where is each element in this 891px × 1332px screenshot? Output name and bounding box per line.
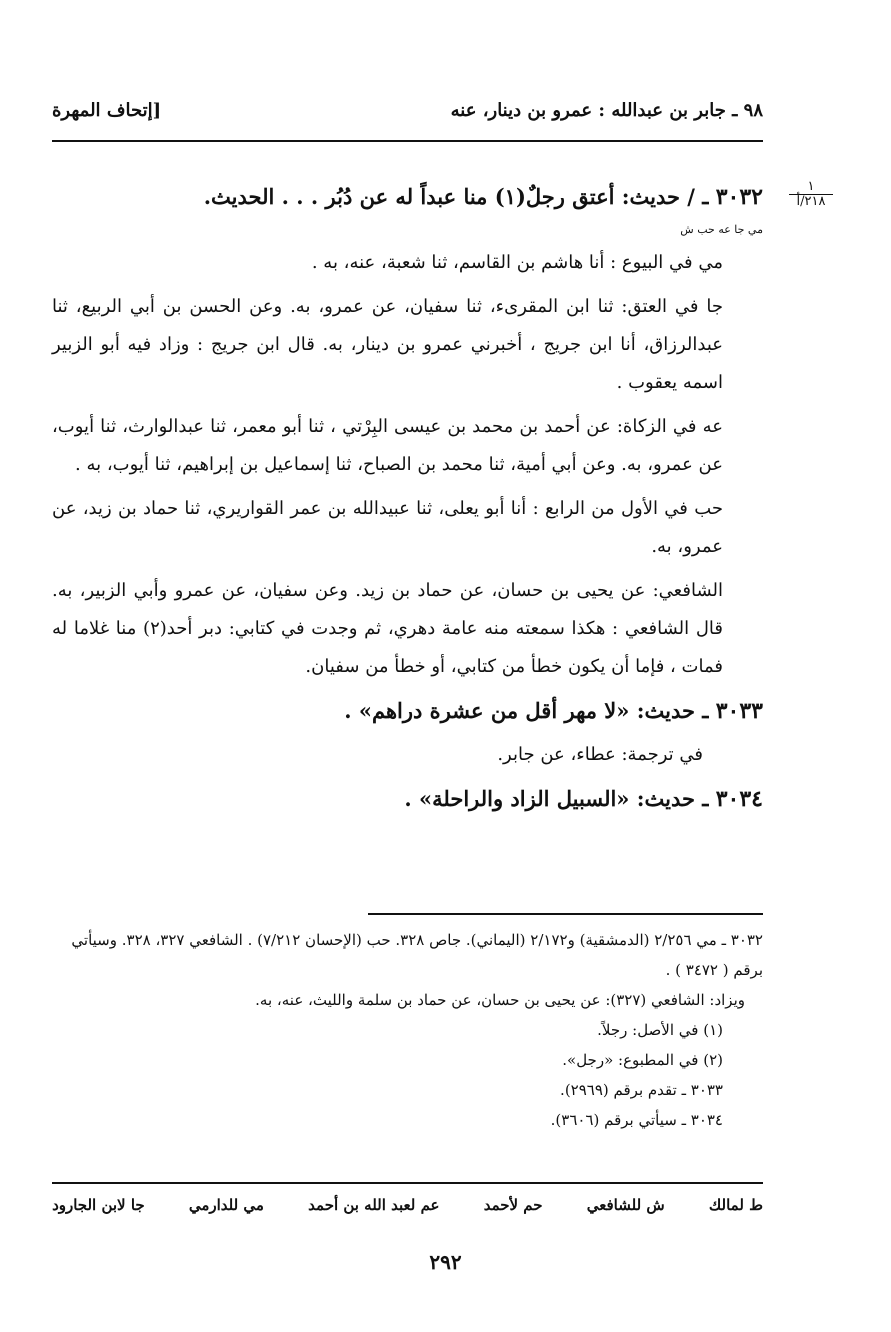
legend-item: مي للدارمي <box>188 1196 264 1214</box>
margin-reference <box>789 180 833 210</box>
footnote-3034: ٣٠٣٤ ـ سيأتي برقم (٣٦٠٦). <box>550 1111 723 1129</box>
hadith-3032-text: ـ / حديث: أعتق رجلٌ(١) منا عبداً له عن دُبُر . . . الحديث. <box>203 184 709 209</box>
header-divider <box>52 140 763 142</box>
hadith-3032-number: ٣٠٣٢ <box>715 184 763 210</box>
hadith-3032-sources: مي جا عه حب ش <box>680 223 763 236</box>
header-book-title: [إتحاف المهرة <box>52 99 162 121</box>
paragraph-ibn-jarud: جا في العتق: ثنا ابن المقرىء، ثنا سفيان، عن عمرو، به. وعن الحسن بن أبي الربيع، ثنا عبدالرزاق، أنا ابن جريج ، أخبرني عمرو بن دينار، به. قال ابن جريج : وزاد فيه أبو الزبير اسمه يعقوب . <box>52 296 723 393</box>
paragraph-darimi: مي في البيوع : أنا هاشم بن القاسم، ثنا شعبة، عنه، به . <box>311 252 723 273</box>
margin-reference-bottom: ٢١٨/أ <box>789 194 833 209</box>
legend-item: ط لمالك <box>708 1196 763 1214</box>
hadith-3034-text: ـ حديث: «السبيل الزاد والراحلة» . <box>404 786 709 811</box>
legend-item: جا لابن الجارود <box>52 1196 145 1214</box>
hadith-3033-text: ـ حديث: «لا مهر أقل من عشرة دراهم» . <box>344 698 709 723</box>
paragraph-abu-awana: عه في الزكاة: عن أحمد بن محمد بن عيسى البِرْتي ، ثنا أبو معمر، ثنا عبدالوارث، ثنا أيوب، عن عمرو، به. وعن أبي أمية، ثنا محمد بن الصباح، ثنا إسماعيل بن إبراهيم، ثنا أيوب، به . <box>52 416 723 475</box>
footnote-2: (٢) في المطبوع: «رجل». <box>562 1051 723 1069</box>
margin-reference-top: ١ <box>807 179 815 194</box>
header-chapter-title: ٩٨ ـ جابر بن عبدالله : عمرو بن دينار، عنه <box>450 99 763 121</box>
hadith-3034-number: ٣٠٣٤ <box>715 786 763 812</box>
hadith-3032-heading <box>52 178 763 216</box>
legend-item: ش للشافعي <box>586 1196 665 1214</box>
hadith-3033-note: في ترجمة: عطاء، عن جابر. <box>497 744 703 765</box>
paragraph-ibn-hibban: حب في الأول من الرابع : أنا أبو يعلى، ثنا عبيدالله بن عمر القواريري، ثنا حماد بن زيد، عن عمرو، به. <box>52 498 723 557</box>
legend-item: عم لعبد الله بن أحمد <box>308 1196 440 1214</box>
footnote-3033: ٣٠٣٣ ـ تقدم برقم (٢٩٦٩). <box>560 1081 723 1099</box>
hadith-3033-number: ٣٠٣٣ <box>715 698 763 724</box>
paragraph-shafii: الشافعي: عن يحيى بن حسان، عن حماد بن زيد. وعن سفيان، عن عمرو وأبي الزبير، به. قال الشافعي : هكذا سمعته منه عامة دهري، ثم وجدت في كتابي: دبر أحد(٢) منا غلاما له فمات ، فإما أن يكون خطأ من كتابي، أو خطأ من سفيان. <box>52 580 723 677</box>
footnote-3032: ٣٠٣٢ ـ مي ٢/٢٥٦ (الدمشقية) و٢/١٧٢ (اليماني). جاص ٣٢٨. حب (الإحسان ٧/٢١٢) . الشافعي ٣٢٧، ٣٢٨. وسيأتي برقم ( ٣٤٧٢ ) . <box>71 931 763 979</box>
running-header <box>52 92 763 128</box>
page-number: ٢٩٢ <box>429 1250 462 1274</box>
footnote-1: (١) في الأصل: رجلاً. <box>597 1021 723 1039</box>
footnote-addition: ويزاد: الشافعي (٣٢٧): عن يحيى بن حسان، عن حماد بن سلمة والليث، عنه، به. <box>255 991 745 1009</box>
abbreviation-legend <box>52 1196 763 1226</box>
legend-divider <box>52 1182 763 1184</box>
footnotes <box>52 925 763 1135</box>
footnote-divider <box>368 913 763 915</box>
hadith-3033-heading <box>52 692 763 730</box>
main-text <box>52 178 763 824</box>
hadith-3034-heading <box>52 780 763 818</box>
legend-item: حم لأحمد <box>483 1196 543 1214</box>
